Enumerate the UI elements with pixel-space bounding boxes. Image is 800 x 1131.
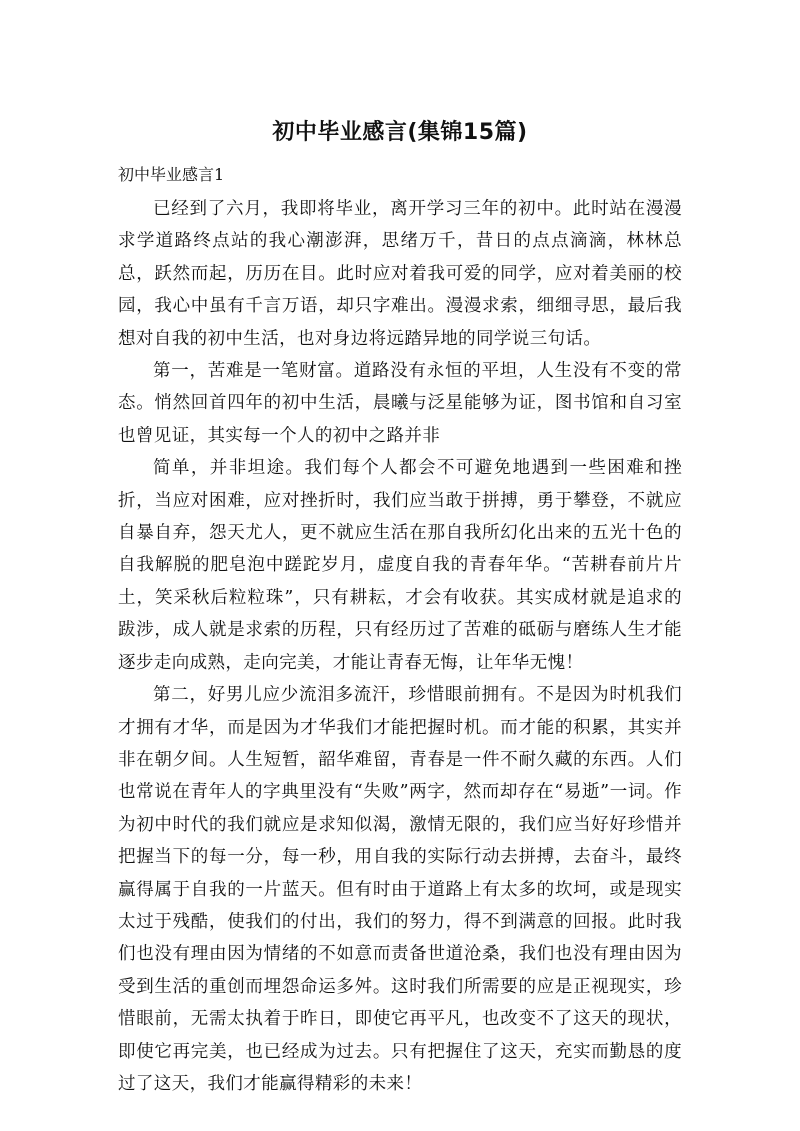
section-heading: 初中毕业感言1: [118, 165, 225, 184]
paragraph: 已经到了六月，我即将毕业，离开学习三年的初中。此时站在漫漫求学道路终点站的我心潮澎湃，思绪万千，昔日的点点滴滴，林林总总，跃然而起，历历在目。此时应对着我可爱的同学，应对着美丽的校园，我心中虽有千言万语，却只字难出。漫漫求索，细细寻思，最后我想对自我的初中生活，也对身边将远踏异地的同学说三句话。: [118, 199, 682, 349]
document-title: 初中毕业感言(集锦15篇): [272, 120, 528, 145]
article-body: [118, 193, 682, 1100]
paragraph: 第一，苦难是一笔财富。道路没有永恒的平坦，人生没有不变的常态。悄然回首四年的初中生活，晨曦与泛星能够为证，图书馆和自习室也曾见证，其实每一个人的初中之路并非: [118, 361, 682, 446]
paragraph: 第二，好男儿应少流泪多流汗，珍惜眼前拥有。不是因为时机我们才拥有才华，而是因为才华我们才能把握时机。而才能的积累，其实并非在朝夕间。人生短暂，韶华难留，青春是一件不耐久藏的东西。人们也常说在青年人的字典里没有“失败”两字，然而却存在“易逝”一词。作为初中时代的我们就应是求知似渴，激情无限的，我们应当好好珍惜并把握当下的每一分，每一秒，用自我的实际行动去拼搏，去奋斗，最终赢得属于自我的一片蓝天。但有时由于道路上有太多的坎坷，或是现实太过于残酷，使我们的付出，我们的努力，得不到满意的回报。此时我们也没有理由因为情绪的不如意而责备世道沧桑，我们也没有理由因为受到生活的重创而埋怨命运多舛。这时我们所需要的应是正视现实，珍惜眼前，无需太执着于昨日，即使它再平凡，也改变不了这天的现状，即使它再完美，也已经成为过去。只有把握住了这天，充实而勤恳的度过了这天，我们才能赢得精彩的未来！: [118, 685, 682, 1094]
paragraph: 简单，并非坦途。我们每个人都会不可避免地遇到一些困难和挫折，当应对困难，应对挫折时，我们应当敢于拼搏，勇于攀登，不就应自暴自弃，怨天尤人，更不就应生活在那自我所幻化出来的五光十色的自我解脱的肥皂泡中蹉跎岁月，虚度自我的青春年华。“苦耕春前片片土，笑采秋后粒粒珠”，只有耕耘，才会有收获。其实成材就是追求的跋涉，成人就是求索的历程，只有经历过了苦难的砥砺与磨练人生才能逐步走向成熟，走向完美，才能让青春无悔，让年华无愧！: [118, 458, 682, 673]
